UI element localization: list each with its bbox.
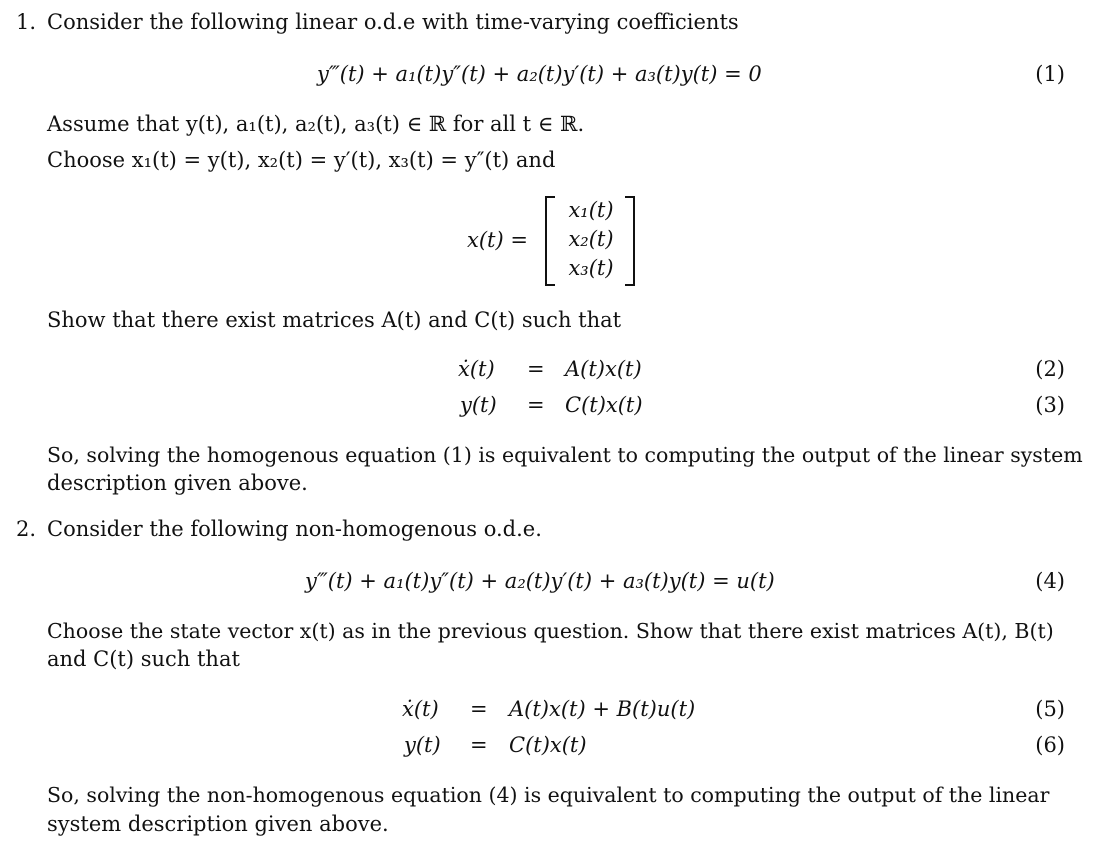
q2-conclusion-line1: So, solving the non-homogenous equation (4) is equivalent to computing the output of the linear: [47, 783, 1050, 807]
state-vector-matrix: [545, 196, 635, 284]
equation-1: y‴(t) + a₁(t)y″(t) + a₂(t)y′(t) + a₃(t)y(t) = 0: [317, 62, 762, 86]
q1-choose: Choose x₁(t) = y(t), x₂(t) = y′(t), x₃(t) = y″(t) and: [47, 148, 556, 172]
q1-show: Show that there exist matrices A(t) and C(t) such that: [47, 308, 622, 332]
q2-choose-line2: and C(t) such that: [47, 647, 240, 671]
q2-conclusion-line2: system description given above.: [47, 812, 389, 836]
q2-choose-line1: Choose the state vector x(t) as in the previous question. Show that there exist matrices A(t), B(t): [47, 619, 1054, 643]
equation-4: y‴(t) + a₁(t)y″(t) + a₂(t)y′(t) + a₃(t)y(t) = u(t): [305, 569, 775, 593]
equation-2-lhs: ẋ(t): [458, 357, 495, 381]
equation-6-number: (6): [1035, 733, 1065, 757]
equation-6-equals: =: [470, 733, 488, 757]
equation-5-rhs: A(t)x(t) + B(t)u(t): [509, 697, 696, 721]
q1-conclusion-line2: description given above.: [47, 471, 308, 495]
equation-5-lhs: ẋ(t): [402, 697, 439, 721]
vector-entry-x2: x₂(t): [568, 227, 614, 251]
q1-conclusion-line1: So, solving the homogenous equation (1) is equivalent to computing the output of the linear system: [47, 443, 1083, 467]
equation-3-lhs: y(t): [460, 393, 497, 417]
equation-5-equals: =: [470, 697, 488, 721]
equation-6-lhs: y(t): [404, 733, 441, 757]
q1-intro: Consider the following linear o.d.e with time-varying coefficients: [47, 10, 739, 34]
q1-number: 1.: [16, 10, 37, 34]
equation-2-number: (2): [1035, 357, 1065, 381]
equation-1-number: (1): [1035, 62, 1065, 86]
left-bracket: [545, 196, 555, 286]
vector-entry-x1: x₁(t): [568, 198, 614, 222]
vector-entry-x3: x₃(t): [568, 256, 614, 280]
equation-6-rhs: C(t)x(t): [509, 733, 587, 757]
equation-2-rhs: A(t)x(t): [565, 357, 642, 381]
state-vector-lhs: x(t) =: [467, 228, 528, 252]
equation-3-equals: =: [527, 393, 545, 417]
equation-2-equals: =: [527, 357, 545, 381]
equation-5-number: (5): [1035, 697, 1065, 721]
equation-3-rhs: C(t)x(t): [565, 393, 643, 417]
q2-number: 2.: [16, 517, 37, 541]
equation-4-number: (4): [1035, 569, 1065, 593]
q2-intro: Consider the following non-homogenous o.d.e.: [47, 517, 542, 541]
right-bracket: [625, 196, 635, 286]
q1-assumption: Assume that y(t), a₁(t), a₂(t), a₃(t) ∈ ℝ for all t ∈ ℝ.: [47, 112, 585, 136]
equation-3-number: (3): [1035, 393, 1065, 417]
